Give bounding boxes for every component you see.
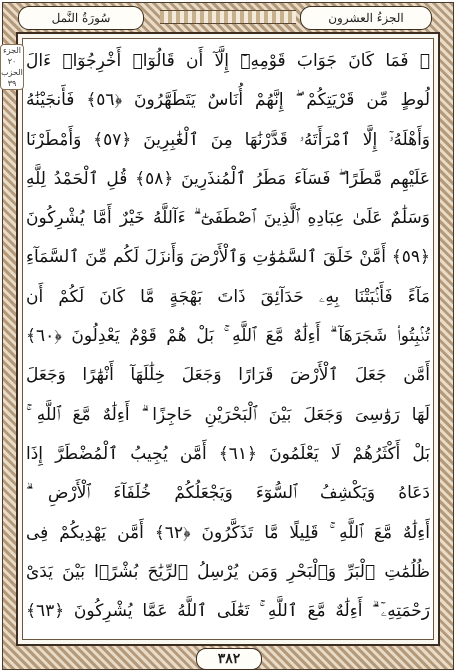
text-line-12: دَعَاهُ وَيَكْشِفُ ٱلسُّوٓءَ وَيَجْعَلُكُمْ خُلَفَآءَ ٱلْأَرْضِ ۗ [26,483,430,504]
header-ornament [160,10,296,24]
text-line-1: ﴿ فَمَا كَانَ جَوَابَ قَوْمِهِۦٓ إِلَّآ أَن قَالُوٓا۟ أَخْرِجُوٓا۟ ءَالَ [26,51,430,71]
text-line-14: ظُلُمَٰتِ ٱلْبَرِّ وَٱلْبَحْرِ وَمَن يُرْسِلُ ٱلرِّيَٰحَ بُشْرًۢا بَيْنَ يَدَىْ [26,561,430,582]
text-line-7: مَآءً فَأَنۢبَتْنَا بِهِۦ حَدَآئِقَ ذَاتَ بَهْجَةٍ مَّا كَانَ لَكُمْ أَن [26,286,430,307]
text-line-13: أَءِلَٰهٌ مَّعَ ٱللَّهِ ۚ قَلِيلًا مَّا تَذَكَّرُونَ ﴿٦٢﴾ أَمَّن يَهْدِيكُمْ فِى [26,522,430,543]
text-line-5: وَسَلَٰمٌ عَلَىٰ عِبَادِهِ ٱلَّذِينَ ٱصْطَفَىٰٓ ۗ ءَآللَّهُ خَيْرٌ أَمَّا يُشْرِكُونَ [26,208,430,229]
text-line-2: لُوطٍ مِّن قَرْيَتِكُمْ ۖ إِنَّهُمْ أُنَاسٌ يَتَطَهَّرُونَ ﴿٥٦﴾ فَأَنجَيْنَٰهُ [26,90,430,111]
margin-juz: الجزء ٢٠ [3,46,21,66]
juz-name: الجزءُ العشرون [300,6,432,30]
verse-text-block [26,42,430,632]
margin-juz-hizb-note [0,44,24,90]
text-line-8: تُنۢبِتُوا۟ شَجَرَهَآ ۗ أَءِلَٰهٌ مَّعَ ٱللَّهِ ۚ بَلْ هُمْ قَوْمٌ يَعْدِلُونَ ﴿٦٠﴾ [26,326,430,347]
text-line-4: عَلَيْهِم مَّطَرًا ۖ فَسَآءَ مَطَرُ ٱلْمُنذَرِينَ ﴿٥٨﴾ قُلِ ٱلْحَمْدُ لِلَّهِ [26,168,430,189]
page-number: ٣٨٢ [196,648,262,670]
text-line-10: لَهَا رَوَٰسِىَ وَجَعَلَ بَيْنَ ٱلْبَحْرَيْنِ حَاجِزًا ۗ أَءِلَٰهٌ مَّعَ ٱللَّهِ ۚ [26,404,430,425]
text-line-6: ﴿٥٩﴾ أَمَّنْ خَلَقَ ٱلسَّمَٰوَٰتِ وَٱلْأَرْضَ وَأَنزَلَ لَكُم مِّنَ ٱلسَّمَآءِ [26,247,430,268]
text-line-11: بَلْ أَكْثَرُهُمْ لَا يَعْلَمُونَ ﴿٦١﴾ أَمَّن يُجِيبُ ٱلْمُضْطَرَّ إِذَا [26,443,430,464]
text-line-9: أَمَّن جَعَلَ ٱلْأَرْضَ قَرَارًا وَجَعَلَ خِلَٰلَهَآ أَنْهَٰرًا وَجَعَلَ [26,365,430,386]
text-line-3: وَأَهْلَهُۥٓ إِلَّا ٱمْرَأَتَهُۥ قَدَّرْنَٰهَا مِنَ ٱلْغَٰبِرِينَ ﴿٥٧﴾ وَأَمْطَرْنَا [26,129,430,150]
text-line-15: رَحْمَتِهِۦٓ ۗ أَءِلَٰهٌ مَّعَ ٱللَّهِ ۚ تَعَٰلَى ٱللَّهُ عَمَّا يُشْرِكُونَ ﴿٦٣﴾ [26,601,430,622]
margin-hizb: الحزب ٣٩ [1,68,23,88]
page-header [0,0,456,32]
surah-name: سُورَةُ النَّمل [18,6,144,30]
